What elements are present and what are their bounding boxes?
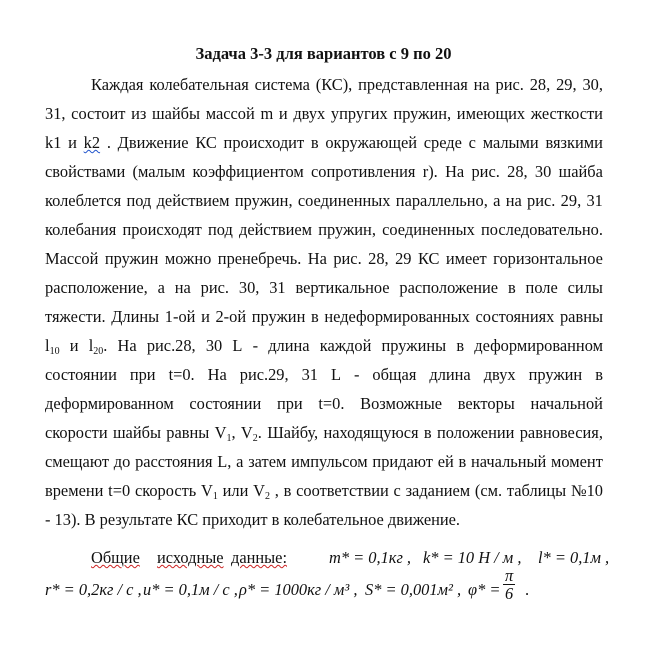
paragraph-line [45,389,603,418]
paragraph-word: 31 [586,191,603,210]
paragraph-line [45,302,603,331]
paragraph-word: коэффициентом [192,162,304,181]
given-label-word-1: Общие [91,548,140,567]
paragraph-word: тяжести. [45,307,106,326]
paragraph-word: - 13). В результате КС приходит в колебательное движение. [45,510,461,529]
paragraph-word: рис.29, [239,365,289,384]
paragraph-word: а [236,452,244,471]
paragraph-word: при [129,365,156,384]
paragraph-word: система [254,75,310,94]
paragraph-word: расположение [399,278,499,297]
paragraph-word: в [458,452,467,471]
paragraph-word: рис. [333,249,362,268]
paragraph-line [45,447,603,476]
paragraph-word: (КС), [315,75,353,94]
paragraph-word: (см. [474,481,503,500]
paragraph-word: - [252,336,259,355]
paragraph-word: жесткости [530,104,603,123]
paragraph-word: заданием [405,481,471,500]
paragraph-word: придают [372,452,433,471]
paragraph-word: или [222,481,249,500]
paragraph-word: На [445,162,465,181]
paragraph-word: происходит [223,133,305,152]
paragraph-word: t=0. [318,394,345,413]
paragraph-word: 29 [395,249,412,268]
paragraph-word: 29, [556,75,577,94]
paragraph-word: k1 [45,133,62,152]
paragraph-word: соответствии [296,481,389,500]
paragraph-word: 30, [582,75,603,94]
paragraph-word: на [505,191,522,210]
paragraph-word: . [106,133,111,152]
paragraph-word: затем [248,452,287,471]
paragraph-word: колебательная [149,75,249,94]
paragraph-word: рис. [527,191,556,210]
paragraph-word: под [126,191,152,210]
paragraph-word: времени [45,481,104,500]
paragraph-word: находящуюся [323,423,419,442]
paragraph-word: $V_2$ [253,481,270,502]
paragraph-word: 31, [45,104,66,123]
paragraph-word: на [174,278,191,297]
paragraph-word: L [232,336,243,355]
given-stiffness: k* = 10 Н / м , [423,548,522,567]
paragraph-word: положении [436,423,515,442]
paragraph-word: соединенных [382,220,475,239]
paragraph-word: k2 [83,133,101,152]
paragraph-line [45,186,603,215]
paragraph-word: и [68,133,77,152]
paragraph-word: сопротивления [311,162,416,181]
paragraph-word: имеет [445,249,487,268]
paragraph-word: и [201,307,210,326]
paragraph-line [45,505,603,534]
paragraph-word: горизонтальное [493,249,603,268]
given-label-word-3: данные: [231,548,287,567]
paragraph-word: m [260,104,274,123]
paragraph-word: пружин [104,249,159,268]
paragraph-word: состояниях [475,307,555,326]
paragraph-word: На [207,365,227,384]
paragraph-word: массой [205,104,255,123]
paragraph-word: Массой [45,249,99,268]
paragraph-word: свойствами [45,162,126,181]
paragraph-word: пружин [528,365,583,384]
paragraph-word: и [278,104,288,123]
paragraph-word: вязкими [545,133,603,152]
paragraph-word: 29, [560,191,582,210]
paragraph-word: действием [239,220,313,239]
paragraph-word: $l_{20}$. [88,336,108,357]
paragraph-word: 28, [507,162,528,181]
paragraph-word: L [330,365,341,384]
paragraph-word: упругих [330,104,388,123]
paragraph-word: недеформированных [324,307,470,326]
given-density: ρ* = 1000кг / м³ , [239,580,358,599]
paragraph-word: смещают [45,452,110,471]
paragraph-word: в [456,336,465,355]
given-angle-tail: . [525,580,530,599]
paragraph-word: На [117,336,137,355]
given-velocity: u* = 0,1м / с , [143,580,238,599]
paragraph-word: а [157,278,165,297]
paragraph-word: и [69,336,79,355]
paragraph-word: равны [559,307,603,326]
paragraph-word: рис. [200,278,230,297]
paragraph-word: среде [423,133,462,152]
paragraph-word: скорость [134,481,197,500]
paragraph-word: Движение [117,133,189,152]
paragraph-word: t=0 [108,481,131,500]
paragraph-word: Каждая [91,75,144,94]
given-area: S* = 0,001м² , [365,580,462,599]
paragraph-word: равны [166,423,210,442]
paragraph-word: пренебречь. [217,249,302,268]
paragraph-word: состоянии [189,394,262,413]
paragraph-word: на [473,75,490,94]
paragraph-word: расположение, [45,278,148,297]
paragraph-word: последовательно. [480,220,603,239]
paragraph-word: с [468,133,476,152]
paragraph-word: Длины [111,307,160,326]
paragraph-word: можно [164,249,212,268]
paragraph-word: шайбы [112,423,161,442]
paragraph-word: в [311,307,319,326]
paragraph-word: колебания [45,220,117,239]
paragraph-word: КС [417,249,440,268]
paragraph-line [45,157,603,186]
paragraph-word: состоит [71,104,126,123]
paragraph-word: $l_{10}$ [45,336,60,357]
paragraph-word: таблицы [506,481,567,500]
given-length: l* = 0,1м , [538,548,610,567]
paragraph-word: $V_1$ [201,481,218,502]
paragraph-line [45,273,603,302]
paragraph-word: колеблется [45,191,122,210]
paragraph-line [45,331,603,360]
paragraph-line [45,128,603,157]
paragraph-word: действием [156,191,230,210]
paragraph-word: в [507,278,516,297]
paragraph-word: силы [567,278,603,297]
paragraph-word: 31 [301,365,318,384]
paragraph-word: На [307,249,327,268]
paragraph-word: вертикальное [295,278,390,297]
paragraph-word: начальный [471,452,547,471]
paragraph-word: рис. [495,75,524,94]
paragraph-word: пружины [381,336,447,355]
paragraph-word: имеющих [456,104,526,123]
paragraph-word: в [310,133,319,152]
paragraph-word: состоянии [45,365,117,384]
task-description [45,70,603,534]
paragraph-word: 30, [238,278,260,297]
paragraph-word: 2-ой [215,307,247,326]
paragraph-word: пружин, [234,191,293,210]
paragraph-word: - [353,365,360,384]
fraction-numerator: π [505,566,514,585]
paragraph-word: пружин, [318,220,376,239]
paragraph-word: r). [422,162,438,181]
paragraph-word: при [276,394,303,413]
paragraph-word: двух [483,365,516,384]
paragraph-word: длина [429,365,471,384]
paragraph-line [45,244,603,273]
paragraph-word: до [113,452,131,471]
paragraph-line [45,360,603,389]
paragraph-word: а [493,191,501,210]
paragraph-word: , [274,481,279,500]
paragraph-word: ей [437,452,454,471]
paragraph-word: малыми [482,133,539,152]
given-angle-lhs: φ* = [468,580,501,599]
paragraph-word: рис. [471,162,500,181]
paragraph-word: скорости [45,423,108,442]
given-mass: m* = 0,1кг , [329,548,412,567]
paragraph-word: окружающей [325,133,417,152]
paragraph-word: 28, [529,75,551,94]
paragraph-word: 30 [534,162,552,181]
paragraph-word: с [393,481,401,500]
paragraph-word: расстояния [135,452,213,471]
paragraph-word: пружин, [393,104,452,123]
paragraph-word: в [595,365,603,384]
paragraph-word: рис.28, [146,336,196,355]
paragraph-word: 28, [368,249,389,268]
paragraph-word: Возможные [360,394,443,413]
paragraph-word: (малым [132,162,186,181]
paragraph-word: поле [525,278,558,297]
paragraph-word: двух [293,104,326,123]
paragraph-word: $V_2$. [240,423,262,444]
paragraph-word: №10 [570,481,603,500]
paragraph-word: пружин [251,307,306,326]
paragraph-word: векторы [457,394,515,413]
paragraph-word: начальной [530,394,603,413]
paragraph-word: под [208,220,233,239]
paragraph-word: деформированном [45,394,174,413]
paragraph-word: КС [195,133,217,152]
given-resistance: r* = 0,2кг / с , [45,580,142,599]
paragraph-word: в [423,423,432,442]
paragraph-word: L, [217,452,232,471]
paragraph-word: соединенных [297,191,391,210]
paragraph-word: параллельно, [395,191,488,210]
paragraph-word: Шайбу, [267,423,319,442]
paragraph-word: происходят [122,220,202,239]
paragraph-line [45,99,603,128]
paragraph-word: t=0. [168,365,195,384]
given-label-word-2: исходные [157,548,224,567]
paragraph-word: шайба [558,162,603,181]
paragraph-word: 31 [269,278,286,297]
paragraph-word: 1-ой [164,307,196,326]
paragraph-word: импульсом [291,452,368,471]
paragraph-word: представленная [358,75,468,94]
paragraph-line [45,476,603,505]
paragraph-word: 30 [205,336,223,355]
paragraph-word: равновесия, [519,423,603,442]
paragraph-word: из [131,104,147,123]
paragraph-word: шайбы [152,104,201,123]
fraction-denominator: 6 [505,584,514,603]
paragraph-line [45,70,603,99]
paragraph-line [45,215,603,244]
paragraph-word: $V_1$, [214,423,236,444]
paragraph-word: каждой [319,336,372,355]
paragraph-line [45,418,603,447]
paragraph-word: общая [372,365,417,384]
task-title: Задача 3-3 для вариантов с 9 по 20 [195,44,452,63]
paragraph-word: в [283,481,292,500]
paragraph-word: момент [551,452,603,471]
paragraph-word: длина [268,336,310,355]
given-angle-fraction [503,568,515,603]
paragraph-word: деформированном [474,336,603,355]
